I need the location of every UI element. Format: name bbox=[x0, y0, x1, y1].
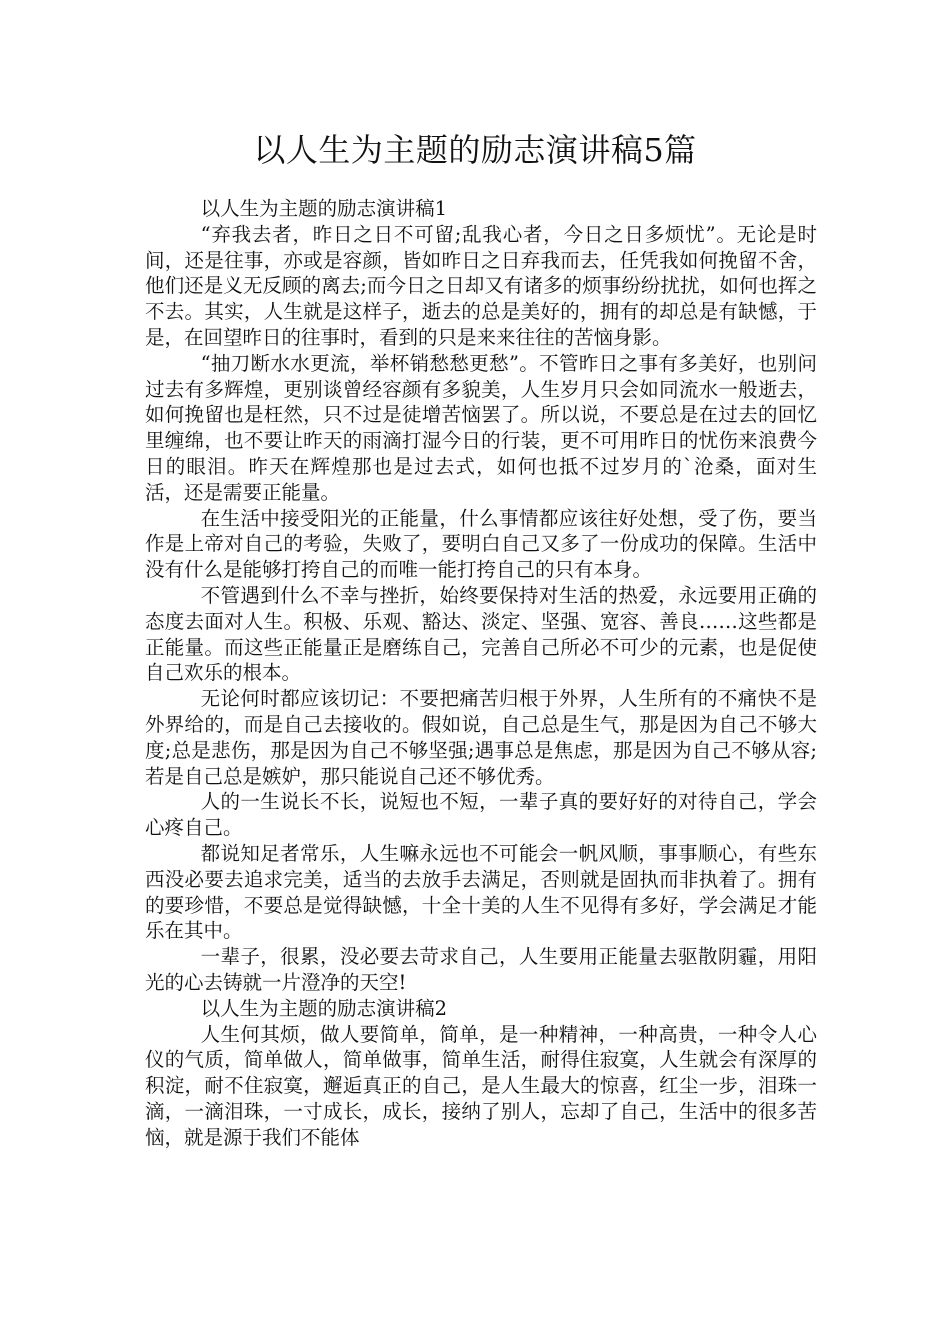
paragraph: 无论何时都应该切记：不要把痛苦归根于外界，人生所有的不痛快不是外界给的，而是自己去接收的。假如说，自己总是生气，那是因为自己不够大度;总是悲伤，那是因为自己不够坚强;遇事总是焦虑，那是因为自己不够从容;若是自己总是嫉妒，那只能说自己还不够优秀。 bbox=[145, 687, 817, 788]
paragraph: 在生活中接受阳光的正能量，什么事情都应该往好处想，受了伤，要当作是上帝对自己的考验，失败了，要明白自己又多了一份成功的保障。生活中没有什么是能够打挎自己的而唯一能打挎自己的只有本身。 bbox=[145, 506, 817, 582]
section-heading-1: 以人生为主题的励志演讲稿1 bbox=[200, 197, 447, 220]
section-heading-2: 以人生为主题的励志演讲稿2 bbox=[200, 996, 447, 1020]
paragraph: 人生何其烦，做人要简单，简单，是一种精神，一种高贵，一种令人心仪的气质，简单做人，简单做事，简单生活，耐得住寂寞，人生就会有深厚的积淀，耐不住寂寞，邂逅真正的自己，是人生最大的惊喜，红尘一步，泪珠一滴，一滴泪珠，一寸成长，成长，接纳了别人，忘却了自己，生活中的很多苦恼，就是源于我们不能体 bbox=[145, 1022, 817, 1149]
paragraph: 一辈子，很累，没必要去苛求自己，人生要用正能量去驱散阴霾，用阳光的心去铸就一片澄净的天空! bbox=[145, 945, 817, 994]
paragraph: “弃我去者，昨日之日不可留;乱我心者，今日之日多烦忧”。无论是时间，还是往事，亦或是容颜，皆如昨日之日弃我而去，任凭我如何挽留不舍，他们还是义无反顾的离去;而今日之日却又有诸多的烦事纷纷扰扰，如何也挥之不去。其实，人生就是这样子，逝去的总是美好的，拥有的却总是有缺憾，于是，在回望昨日的往事时，看到的只是来来往往的苦恼身影。 bbox=[145, 222, 817, 349]
paragraph: 都说知足者常乐，人生嘛永远也不可能会一帆风顺，事事顺心，有些东西没必要去追求完美，适当的去放手去满足，否则就是固执而非执着了。拥有的要珍惜，不要总是觉得缺憾，十全十美的人生不见得有多好，学会满足才能乐在其中。 bbox=[145, 841, 817, 943]
paragraph: 人的一生说长不长，说短也不短，一辈子真的要好好的对待自己，学会心疼自己。 bbox=[145, 790, 817, 840]
document-title: 以人生为主题的励志演讲稿5篇 bbox=[253, 131, 697, 169]
paragraph: 不管遇到什么不幸与挫折，始终要保持对生活的热爱，永远要用正确的态度去面对人生。积极、乐观、豁达、淡定、坚强、宽容、善良……这些都是正能量。而这些正能量正是磨练自己，完善自己所必不可少的元素，也是促使自己欢乐的根本。 bbox=[145, 583, 817, 685]
document-body bbox=[145, 196, 817, 1150]
paragraph: “抽刀断水水更流，举杯销愁愁更愁”。不管昨日之事有多美好，也别问过去有多辉煌，更别谈曾经容颜有多貌美，人生岁月只会如同流水一般逝去，如何挽留也是枉然，只不过是徒增苦恼罢了。所以说，不要总是在过去的回忆里缠绵，也不要让昨天的雨滴打湿今日的行装，更不可用昨日的忧伤来浪费今日的眼泪。昨天在辉煌那也是过去式，如何也抵不过岁月的`沧桑，面对生活，还是需要正能量。 bbox=[145, 351, 817, 504]
